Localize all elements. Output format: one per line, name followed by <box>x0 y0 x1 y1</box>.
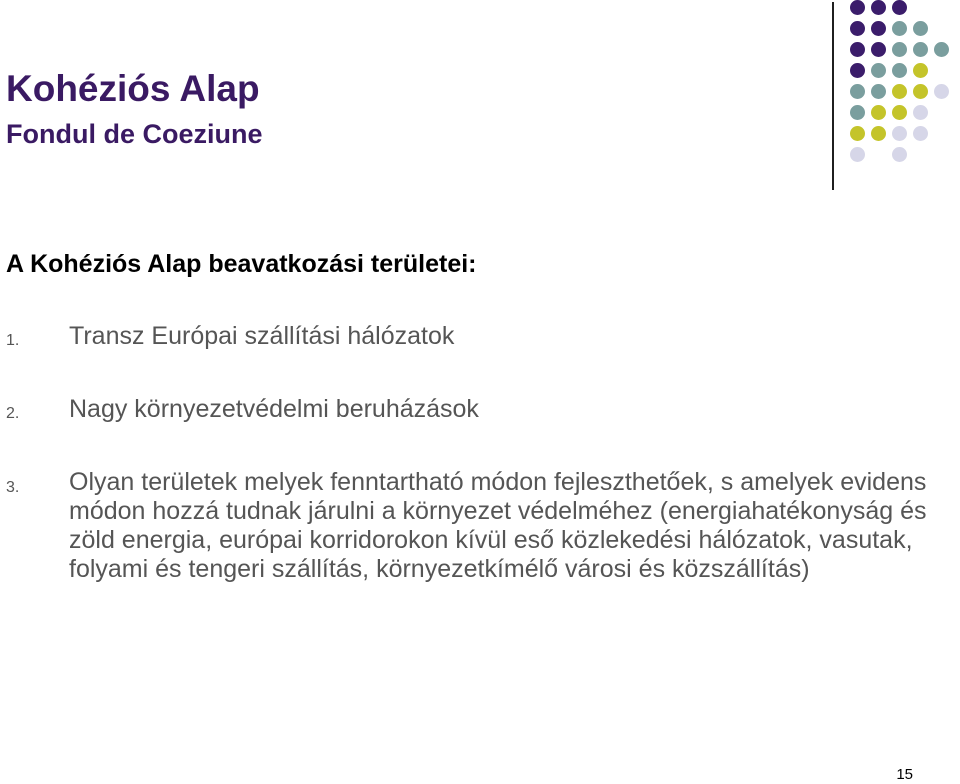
list-item-number: 1. <box>6 332 20 349</box>
decorative-dot <box>913 105 928 120</box>
decorative-dot <box>892 147 907 162</box>
list-item-text: Transz Európai szállítási hálózatok <box>69 322 455 350</box>
decorative-dot <box>892 21 907 36</box>
decorative-dot <box>892 105 907 120</box>
decorative-dot <box>892 0 907 15</box>
decorative-dot <box>913 63 928 78</box>
decorative-dot <box>871 21 886 36</box>
decorative-dot <box>892 42 907 57</box>
decorative-dot <box>913 126 928 141</box>
decorative-dot <box>871 42 886 57</box>
decorative-dot <box>871 84 886 99</box>
decorative-dot <box>850 42 865 57</box>
slide-subtitle: Fondul de Coeziune <box>6 119 263 149</box>
decorative-dot <box>913 21 928 36</box>
page-number: 15 <box>896 766 913 783</box>
decorative-dot <box>934 84 949 99</box>
vertical-divider <box>832 2 834 190</box>
decorative-dot <box>892 63 907 78</box>
section-heading: A Kohéziós Alap beavatkozási területei: <box>6 250 477 278</box>
decorative-dot <box>850 21 865 36</box>
decorative-dot <box>871 63 886 78</box>
list-item-number: 3. <box>6 479 20 496</box>
decorative-dot <box>913 84 928 99</box>
decorative-dot <box>850 105 865 120</box>
decorative-dot <box>850 126 865 141</box>
list-item-number: 2. <box>6 405 20 422</box>
decorative-dot <box>850 84 865 99</box>
decorative-dot <box>892 84 907 99</box>
decorative-dot <box>871 105 886 120</box>
decorative-dot <box>934 42 949 57</box>
decorative-dot <box>871 126 886 141</box>
decorative-dot <box>850 0 865 15</box>
decorative-dot <box>850 63 865 78</box>
decorative-dot <box>850 147 865 162</box>
slide-title: Kohéziós Alap <box>6 68 260 109</box>
list-item-text: Nagy környezetvédelmi beruházások <box>69 395 479 423</box>
decorative-dot <box>913 42 928 57</box>
decorative-dot <box>871 0 886 15</box>
decorative-dot-grid <box>850 0 960 170</box>
decorative-dot <box>892 126 907 141</box>
list-item-text: Olyan területek melyek fenntartható módon fejleszthetőek, s amelyek evidens módon hozzá tudnak járulni a környezet védelméhez (energiahatékonyság és zöld energia, európai korridorokon kívül eső közlekedési hálózatok, vasutak, folyami és tengeri szállítás, környezetkímélő városi és közszállítás) <box>69 468 927 583</box>
